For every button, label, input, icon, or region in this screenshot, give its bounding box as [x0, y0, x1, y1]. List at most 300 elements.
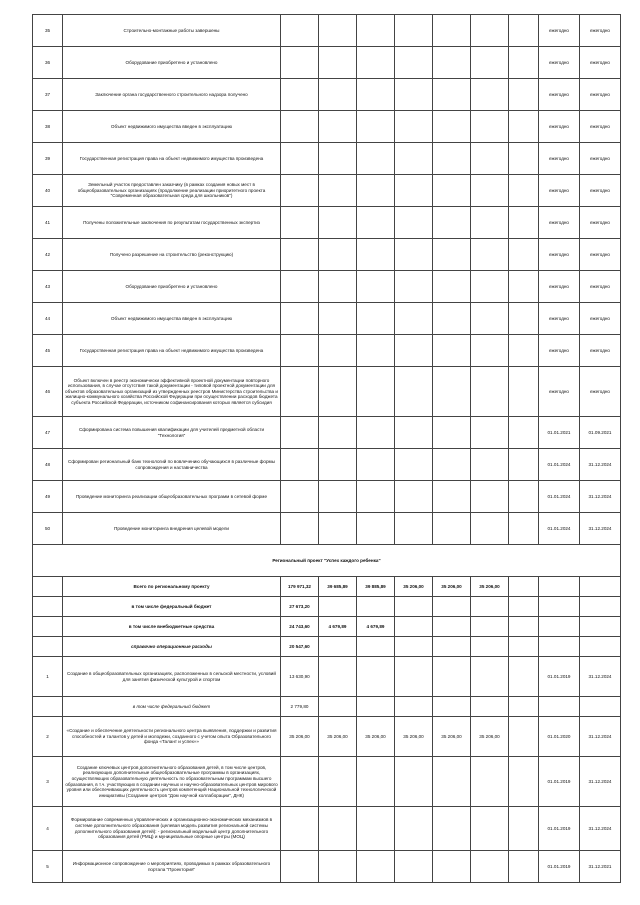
value-cell: [357, 757, 395, 807]
value-cell: [357, 481, 395, 513]
value-cell: [433, 807, 471, 851]
end-date: 31.12.2024: [580, 657, 621, 697]
row-number: [33, 597, 63, 617]
value-cell: [509, 15, 539, 47]
value-cell: [471, 757, 509, 807]
section-row: [33, 545, 621, 577]
value-cell: [357, 79, 395, 111]
row-number: 42: [33, 239, 63, 271]
start-date: ежегодно: [539, 79, 580, 111]
row-number: 35: [33, 15, 63, 47]
value-cell: [357, 417, 395, 449]
value-cell: [357, 513, 395, 545]
value-cell: [357, 175, 395, 207]
table-row: [33, 335, 621, 367]
value-cell: [433, 513, 471, 545]
end-date: ежегодно: [580, 111, 621, 143]
value-cell: [395, 657, 433, 697]
value-cell: [471, 807, 509, 851]
value-cell: [433, 757, 471, 807]
value-cell: [357, 239, 395, 271]
row-name: Государственная регистрация права на объект недвижимого имущества произведена: [63, 335, 281, 367]
value-cell: 4 679,89: [357, 617, 395, 637]
start-date: 01.01.2019: [539, 807, 580, 851]
start-date: ежегодно: [539, 239, 580, 271]
value-cell: [509, 303, 539, 335]
value-cell: [509, 207, 539, 239]
value-cell: [319, 597, 357, 617]
value-cell: [319, 637, 357, 657]
value-cell: [319, 807, 357, 851]
value-cell: [433, 367, 471, 417]
value-cell: [395, 617, 433, 637]
section-title: Региональный проект "Успех каждого ребенка": [33, 545, 621, 577]
row-name: Земельный участок предоставлен заказчику (в рамках создания новых мест в общеобразовательных организациях (продолжение реализации приоритетного проекта "Современная образовательная среда для школьников"): [63, 175, 281, 207]
value-cell: [319, 367, 357, 417]
value-cell: [319, 47, 357, 79]
start-date: ежегодно: [539, 15, 580, 47]
value-cell: [471, 111, 509, 143]
value-cell: [471, 15, 509, 47]
start-date: [539, 697, 580, 717]
start-date: 01.01.2024: [539, 449, 580, 481]
row-name: Создание ключевых центров дополнительного образования детей, в том числе центров, реализующих дополнительные общеобразовательные программы в организациях, осуществляющих образовательную деятельность по образовательным программам высшего образования, в т.ч. участвующих в создании научных и научно-образовательных центров мирового уровня или обеспечивающих деятельность центров компетенций Национальной технологической инициативы (Создание центров "Дом научной коллаборации", ДНК): [63, 757, 281, 807]
table-row: [33, 47, 621, 79]
value-cell: [509, 239, 539, 271]
value-cell: [319, 481, 357, 513]
value-cell: [319, 335, 357, 367]
value-cell: [509, 417, 539, 449]
value-cell: [395, 143, 433, 175]
end-date: 31.12.2024: [580, 717, 621, 757]
value-cell: 35 206,00: [471, 577, 509, 597]
start-date: [539, 637, 580, 657]
value-cell: 35 206,00: [319, 717, 357, 757]
row-name: Оборудование приобретено и установлено: [63, 271, 281, 303]
value-cell: [509, 79, 539, 111]
value-cell: [281, 239, 319, 271]
value-cell: [281, 47, 319, 79]
value-cell: [281, 417, 319, 449]
value-cell: [471, 143, 509, 175]
value-cell: 4 679,89: [319, 617, 357, 637]
row-name: в том числе внебюджетные средства: [63, 617, 281, 637]
table-row: [33, 637, 621, 657]
row-number: 5: [33, 851, 63, 883]
value-cell: [471, 239, 509, 271]
value-cell: 20 547,60: [281, 637, 319, 657]
value-cell: [281, 15, 319, 47]
value-cell: [319, 15, 357, 47]
value-cell: 39 885,89: [357, 577, 395, 597]
value-cell: [433, 15, 471, 47]
value-cell: 35 206,00: [433, 577, 471, 597]
value-cell: [509, 717, 539, 757]
value-cell: [509, 697, 539, 717]
plan-table: [32, 14, 621, 883]
row-name: Заключение органа государственного строительного надзора получено: [63, 79, 281, 111]
value-cell: [281, 851, 319, 883]
end-date: ежегодно: [580, 143, 621, 175]
value-cell: [509, 513, 539, 545]
row-number: 44: [33, 303, 63, 335]
end-date: [580, 697, 621, 717]
value-cell: [319, 657, 357, 697]
value-cell: [395, 335, 433, 367]
row-number: 38: [33, 111, 63, 143]
row-name: Сформирована система повышения квалификации для учителей предметной области "Технология": [63, 417, 281, 449]
value-cell: [433, 597, 471, 617]
table-row: [33, 367, 621, 417]
value-cell: [281, 175, 319, 207]
value-cell: [509, 271, 539, 303]
value-cell: [471, 47, 509, 79]
value-cell: [471, 335, 509, 367]
start-date: ежегодно: [539, 367, 580, 417]
value-cell: [433, 143, 471, 175]
start-date: ежегодно: [539, 207, 580, 239]
value-cell: [509, 111, 539, 143]
value-cell: 24 743,60: [281, 617, 319, 637]
value-cell: [433, 851, 471, 883]
row-name: Получено разрешение на строительство (реконструкцию): [63, 239, 281, 271]
row-name: в том числе федеральный бюджет: [63, 697, 281, 717]
start-date: [539, 617, 580, 637]
row-number: 48: [33, 449, 63, 481]
row-name: «Создание и обеспечение деятельности регионального центра выявления, поддержки и развития способностей и талантов у детей и молодежи, созданного с учетом опыта Образовательного фонда «Талант и успех»»: [63, 717, 281, 757]
end-date: 31.12.2024: [580, 513, 621, 545]
table-row: [33, 303, 621, 335]
table-row: [33, 417, 621, 449]
value-cell: [471, 617, 509, 637]
row-name: Объект недвижимого имущества введен в эксплуатацию: [63, 111, 281, 143]
value-cell: [357, 807, 395, 851]
value-cell: [281, 367, 319, 417]
value-cell: 13 630,90: [281, 657, 319, 697]
value-cell: [281, 449, 319, 481]
table-row: [33, 449, 621, 481]
start-date: 01.01.2024: [539, 481, 580, 513]
value-cell: [395, 303, 433, 335]
row-name: Объект недвижимого имущества введен в эксплуатацию: [63, 303, 281, 335]
value-cell: 39 685,89: [319, 577, 357, 597]
value-cell: [509, 637, 539, 657]
row-number: 1: [33, 657, 63, 697]
value-cell: [395, 79, 433, 111]
value-cell: [395, 207, 433, 239]
end-date: [580, 617, 621, 637]
value-cell: [433, 617, 471, 637]
row-number: 45: [33, 335, 63, 367]
row-number: 40: [33, 175, 63, 207]
value-cell: 35 206,00: [395, 717, 433, 757]
value-cell: [319, 111, 357, 143]
value-cell: [395, 111, 433, 143]
start-date: ежегодно: [539, 303, 580, 335]
value-cell: [281, 143, 319, 175]
value-cell: [319, 207, 357, 239]
value-cell: [395, 417, 433, 449]
start-date: 01.01.2021: [539, 417, 580, 449]
value-cell: [433, 481, 471, 513]
table-row: [33, 597, 621, 617]
row-name: Всего по региональному проекту: [63, 577, 281, 597]
value-cell: [281, 335, 319, 367]
table-row: [33, 79, 621, 111]
value-cell: [471, 79, 509, 111]
value-cell: [471, 449, 509, 481]
value-cell: [471, 697, 509, 717]
table-row: [33, 271, 621, 303]
value-cell: [471, 637, 509, 657]
table-row: [33, 757, 621, 807]
value-cell: [395, 637, 433, 657]
value-cell: [281, 757, 319, 807]
row-number: 43: [33, 271, 63, 303]
value-cell: [433, 303, 471, 335]
start-date: ежегодно: [539, 47, 580, 79]
value-cell: [433, 47, 471, 79]
value-cell: [433, 417, 471, 449]
value-cell: [433, 657, 471, 697]
value-cell: [471, 657, 509, 697]
end-date: ежегодно: [580, 47, 621, 79]
row-number: 36: [33, 47, 63, 79]
value-cell: [509, 47, 539, 79]
value-cell: [395, 15, 433, 47]
row-number: 4: [33, 807, 63, 851]
value-cell: [357, 335, 395, 367]
value-cell: [471, 175, 509, 207]
start-date: 01.01.2020: [539, 717, 580, 757]
value-cell: [357, 637, 395, 657]
start-date: ежегодно: [539, 143, 580, 175]
end-date: ежегодно: [580, 79, 621, 111]
value-cell: [357, 271, 395, 303]
start-date: ежегодно: [539, 175, 580, 207]
start-date: 01.01.2019: [539, 657, 580, 697]
value-cell: [433, 175, 471, 207]
end-date: 31.12.2021: [580, 851, 621, 883]
value-cell: [433, 239, 471, 271]
value-cell: [319, 449, 357, 481]
value-cell: [357, 15, 395, 47]
end-date: [580, 637, 621, 657]
table-row: [33, 807, 621, 851]
value-cell: [509, 175, 539, 207]
end-date: ежегодно: [580, 271, 621, 303]
table-row: [33, 657, 621, 697]
row-name: Создание в общеобразовательных организациях, расположенных в сельской местности, условий для занятия физической культурой и спортом: [63, 657, 281, 697]
value-cell: [509, 757, 539, 807]
value-cell: [319, 417, 357, 449]
value-cell: [509, 807, 539, 851]
value-cell: [509, 143, 539, 175]
value-cell: [357, 657, 395, 697]
value-cell: 35 206,00: [433, 717, 471, 757]
end-date: [580, 597, 621, 617]
value-cell: [509, 335, 539, 367]
value-cell: 27 673,20: [281, 597, 319, 617]
value-cell: 35 206,00: [471, 717, 509, 757]
value-cell: [281, 111, 319, 143]
end-date: ежегодно: [580, 175, 621, 207]
value-cell: [319, 79, 357, 111]
value-cell: [395, 367, 433, 417]
start-date: ежегодно: [539, 335, 580, 367]
value-cell: [357, 143, 395, 175]
end-date: ежегодно: [580, 367, 621, 417]
start-date: 01.01.2019: [539, 851, 580, 883]
row-number: 41: [33, 207, 63, 239]
end-date: [580, 577, 621, 597]
row-name: Проведение мониторинга внедрения целевой модели: [63, 513, 281, 545]
table-row: [33, 175, 621, 207]
table-row: [33, 617, 621, 637]
row-name: Информационное сопровождение о мероприятиях, проводимых в рамках образовательного портала "Проектория": [63, 851, 281, 883]
value-cell: [357, 303, 395, 335]
value-cell: [471, 271, 509, 303]
row-name: Проведение мониторинга реализации общеобразовательных программ в сетевой форме: [63, 481, 281, 513]
end-date: ежегодно: [580, 239, 621, 271]
end-date: ежегодно: [580, 335, 621, 367]
row-number: [33, 637, 63, 657]
row-number: [33, 577, 63, 597]
row-number: 50: [33, 513, 63, 545]
value-cell: [319, 271, 357, 303]
start-date: ежегодно: [539, 111, 580, 143]
value-cell: [471, 303, 509, 335]
table-row: [33, 717, 621, 757]
value-cell: [509, 597, 539, 617]
row-name: Получены положительные заключения по результатам государственных экспертиз: [63, 207, 281, 239]
table-row: [33, 697, 621, 717]
value-cell: [281, 481, 319, 513]
value-cell: [395, 47, 433, 79]
row-number: [33, 697, 63, 717]
value-cell: 179 971,32: [281, 577, 319, 597]
value-cell: [471, 513, 509, 545]
row-name: в том числе федеральный бюджет: [63, 597, 281, 617]
start-date: 01.01.2024: [539, 513, 580, 545]
value-cell: [319, 239, 357, 271]
row-name: Объект включен в реестр экономически эффективной проектной документации повторного использования, в случае отсутствия такой документации - типовой проектной документации для объектов образовательных организаций из утвержденных реестров Министерства строительства и жилищно-коммунального хозяйства Российской Федерации при осуществлении расходов бюджета субъекта Российской Федерации, источником софинансирования которых является субсидия: [63, 367, 281, 417]
value-cell: [433, 449, 471, 481]
value-cell: [395, 807, 433, 851]
value-cell: [281, 807, 319, 851]
row-number: [33, 617, 63, 637]
value-cell: [395, 481, 433, 513]
row-name: Формирование современных управленческих и организационно-экономических механизмов в системе дополнительного образования (целевая модель развития региональной системы дополнительного образования детей): - региональный модельный центр дополнительного образования детей (РМЦ) и муниципальные опорные центры (МОЦ): [63, 807, 281, 851]
value-cell: [509, 449, 539, 481]
value-cell: [471, 417, 509, 449]
end-date: 01.09.2021: [580, 417, 621, 449]
value-cell: [433, 271, 471, 303]
row-number: 2: [33, 717, 63, 757]
value-cell: [509, 577, 539, 597]
table-row: [33, 577, 621, 597]
end-date: 31.12.2024: [580, 481, 621, 513]
row-number: 3: [33, 757, 63, 807]
value-cell: [395, 175, 433, 207]
value-cell: [471, 367, 509, 417]
row-number: 47: [33, 417, 63, 449]
value-cell: [471, 851, 509, 883]
value-cell: [395, 449, 433, 481]
value-cell: [509, 481, 539, 513]
table-row: [33, 207, 621, 239]
end-date: 31.12.2024: [580, 807, 621, 851]
value-cell: [471, 597, 509, 617]
value-cell: [471, 481, 509, 513]
row-name: Сформирован региональный банк технологий по вовлечению обучающихся в различные формы сопровождения и наставничества: [63, 449, 281, 481]
value-cell: [357, 111, 395, 143]
value-cell: [433, 697, 471, 717]
value-cell: [395, 757, 433, 807]
value-cell: [357, 851, 395, 883]
value-cell: [433, 335, 471, 367]
value-cell: [395, 597, 433, 617]
row-number: 39: [33, 143, 63, 175]
end-date: ежегодно: [580, 303, 621, 335]
value-cell: [395, 851, 433, 883]
value-cell: [395, 239, 433, 271]
value-cell: [357, 207, 395, 239]
value-cell: [281, 271, 319, 303]
value-cell: [509, 617, 539, 637]
row-name: Строительно-монтажные работы завершены: [63, 15, 281, 47]
start-date: 01.01.2019: [539, 757, 580, 807]
table-row: [33, 143, 621, 175]
table-row: [33, 851, 621, 883]
row-name: Оборудование приобретено и установлено: [63, 47, 281, 79]
value-cell: [433, 111, 471, 143]
value-cell: [319, 697, 357, 717]
row-name: Государственная регистрация права на объект недвижимого имущества произведена: [63, 143, 281, 175]
value-cell: [319, 175, 357, 207]
table-row: [33, 481, 621, 513]
value-cell: 35 206,00: [395, 577, 433, 597]
row-number: 46: [33, 367, 63, 417]
value-cell: [433, 637, 471, 657]
value-cell: [281, 303, 319, 335]
row-name: справочно операционные расходы: [63, 637, 281, 657]
value-cell: [395, 513, 433, 545]
table-row: [33, 513, 621, 545]
value-cell: [357, 597, 395, 617]
value-cell: [395, 271, 433, 303]
row-number: 49: [33, 481, 63, 513]
value-cell: 35 206,00: [357, 717, 395, 757]
end-date: 31.12.2024: [580, 449, 621, 481]
end-date: 31.12.2024: [580, 757, 621, 807]
value-cell: [357, 367, 395, 417]
value-cell: [509, 657, 539, 697]
value-cell: [319, 303, 357, 335]
value-cell: [319, 513, 357, 545]
value-cell: 2 779,80: [281, 697, 319, 717]
start-date: ежегодно: [539, 271, 580, 303]
table-row: [33, 239, 621, 271]
start-date: [539, 597, 580, 617]
value-cell: [509, 851, 539, 883]
value-cell: [433, 79, 471, 111]
value-cell: [357, 697, 395, 717]
value-cell: [395, 697, 433, 717]
value-cell: [357, 47, 395, 79]
value-cell: [281, 79, 319, 111]
start-date: [539, 577, 580, 597]
